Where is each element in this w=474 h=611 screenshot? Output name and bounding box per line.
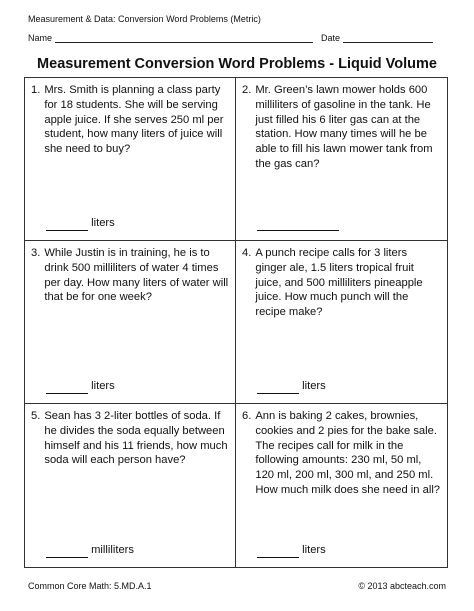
answer-unit: liters bbox=[302, 544, 326, 557]
answer-area bbox=[46, 216, 115, 231]
answer-blank[interactable] bbox=[257, 219, 339, 231]
answer-blank[interactable] bbox=[257, 382, 299, 394]
answer-area bbox=[257, 379, 326, 394]
answer-unit: liters bbox=[91, 217, 115, 230]
problem-number: 6. bbox=[242, 410, 252, 422]
problem-cell-5 bbox=[25, 404, 236, 567]
answer-blank[interactable] bbox=[46, 219, 88, 231]
problem-text: While Justin is in training, he is to drink 500 milliliters of water 4 times per day. How many liters of water will that be for one week? bbox=[44, 247, 229, 304]
problem-cell-1 bbox=[25, 78, 236, 241]
answer-unit: liters bbox=[91, 380, 115, 393]
answer-unit: milliliters bbox=[91, 544, 134, 557]
answer-area bbox=[46, 379, 115, 394]
problem-number: 2. bbox=[242, 84, 252, 96]
page-title: Measurement Conversion Word Problems - Liquid Volume bbox=[37, 56, 437, 72]
problem-text: Mr. Green’s lawn mower holds 600 milliliters of gasoline in the tank. He just filled his 6 liter gas can at the station. How many times will he be able to fill his lawn mower tank from the gas can? bbox=[255, 84, 433, 170]
problem-number: 1. bbox=[31, 84, 41, 96]
answer-blank[interactable] bbox=[46, 546, 88, 558]
footer bbox=[28, 581, 446, 591]
name-date-row bbox=[28, 33, 442, 43]
name-blank[interactable] bbox=[55, 33, 313, 43]
answer-blank[interactable] bbox=[257, 546, 299, 558]
date-blank[interactable] bbox=[343, 33, 433, 43]
answer-area bbox=[257, 219, 339, 231]
copyright: © 2013 abcteach.com bbox=[358, 581, 446, 591]
problem-grid bbox=[24, 77, 448, 568]
answer-area bbox=[257, 543, 326, 558]
answer-area bbox=[46, 543, 134, 558]
problem-cell-4 bbox=[236, 241, 447, 404]
problem-cell-6 bbox=[236, 404, 447, 567]
problem-number: 3. bbox=[31, 247, 41, 259]
standard-code: Common Core Math: 5.MD.A.1 bbox=[28, 581, 152, 591]
name-label: Name bbox=[28, 33, 53, 43]
date-label: Date bbox=[321, 33, 341, 43]
answer-unit: liters bbox=[302, 380, 326, 393]
problem-text: Mrs. Smith is planning a class party for 18 students. She will be serving apple juice. If she serves 250 ml per student, how many liters of juice will she need to buy? bbox=[44, 84, 224, 156]
problem-cell-3 bbox=[25, 241, 236, 404]
problem-number: 4. bbox=[242, 247, 252, 259]
worksheet-subject: Measurement & Data: Conversion Word Problems (Metric) bbox=[28, 14, 261, 24]
problem-text: Sean has 3 2-liter bottles of soda. If he divides the soda equally between himself and his 11 friends, how much soda will each person have? bbox=[44, 410, 228, 467]
problem-cell-2 bbox=[236, 78, 447, 241]
problem-text: Ann is baking 2 cakes, brownies, cookies and 2 pies for the bake sale. The recipes call for milk in the following amounts: 230 ml, 50 ml, 120 ml, 200 ml, 300 ml, and 250 ml. How much milk does she need in all? bbox=[255, 410, 441, 496]
answer-blank[interactable] bbox=[46, 382, 88, 394]
problem-number: 5. bbox=[31, 410, 41, 422]
problem-text: A punch recipe calls for 3 liters ginger ale, 1.5 liters tropical fruit juice, and 500 milliliters pineapple juice. How much punch will the recipe make? bbox=[255, 247, 423, 319]
